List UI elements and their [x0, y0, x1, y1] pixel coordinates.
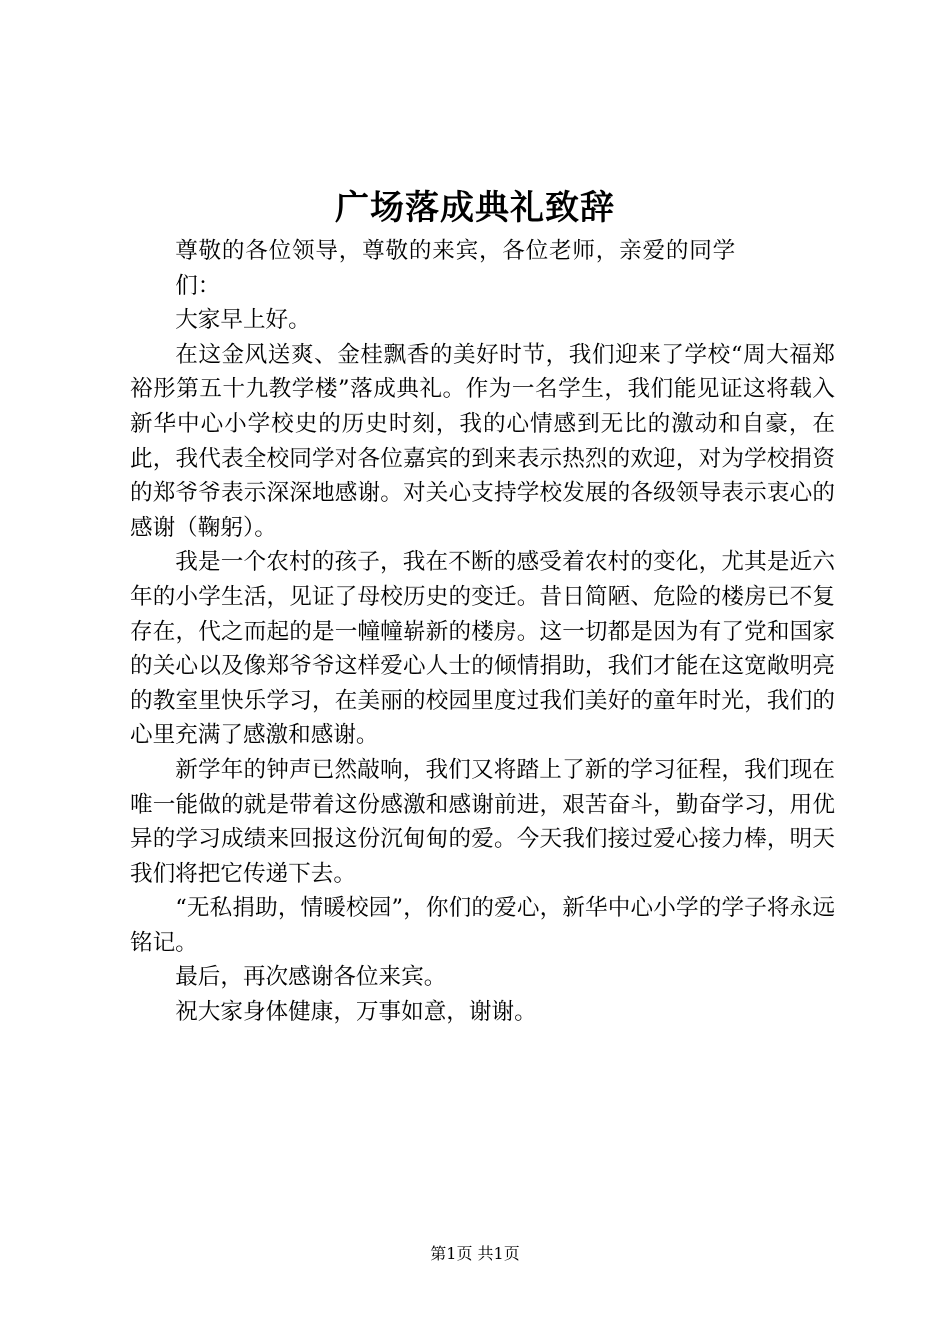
paragraph-6: 祝大家身体健康，万事如意，谢谢。 — [175, 999, 537, 1026]
salutation: 尊敬的各位领导，尊敬的来宾，各位老师，亲爱的同学们： — [175, 238, 736, 299]
paragraph-2: 我是一个农村的孩子，我在不断的感受着农村的变化，尤其是近六年的小学生活，见证了母校历史的变迁。昔日简陋、危险的楼房已不复存在，代之而起的是一幢幢崭新的楼房。这一切都是因为有了党和国家的关心以及像郑爷爷这样爱心人士的倾情捐助，我们才能在这宽敞明亮的教室里快乐学习，在美丽的校园里度过我们美好的童年时光，我们的心里充满了感激和感谢。 — [130, 549, 835, 749]
paragraph-3: 新学年的钟声已然敲响，我们又将踏上了新的学习征程，我们现在唯一能做的就是带着这份感激和感谢前进，艰苦奋斗，勤奋学习，用优异的学习成绩来回报这份沉甸甸的爱。今天我们接过爱心接力棒，明天我们将把它传递下去。 — [130, 756, 835, 887]
document-title: 广场落成典礼致辞 — [335, 188, 615, 228]
paragraph-1: 在这金风送爽、金桂飘香的美好时节，我们迎来了学校“周大福郑裕彤第五十九教学楼”落成典礼。作为一名学生，我们能见证这将载入新华中心小学校史的历史时刻，我的心情感到无比的激动和自豪，在此，我代表全校同学对各位嘉宾的到来表示热烈的欢迎，对为学校捐资的郑爷爷表示深深地感谢。对关心支持学校发展的各级领导表示衷心的感谢（鞠躬）。 — [130, 341, 835, 541]
paragraph-5: 最后，再次感谢各位来宾。 — [175, 964, 447, 991]
page-footer: 第1页 共1页 — [430, 1244, 520, 1263]
greeting: 大家早上好。 — [175, 307, 311, 334]
document-body — [130, 234, 835, 1030]
paragraph-4: “无私捐助，情暖校园”，你们的爱心，新华中心小学的学子将永远铭记。 — [130, 895, 835, 956]
